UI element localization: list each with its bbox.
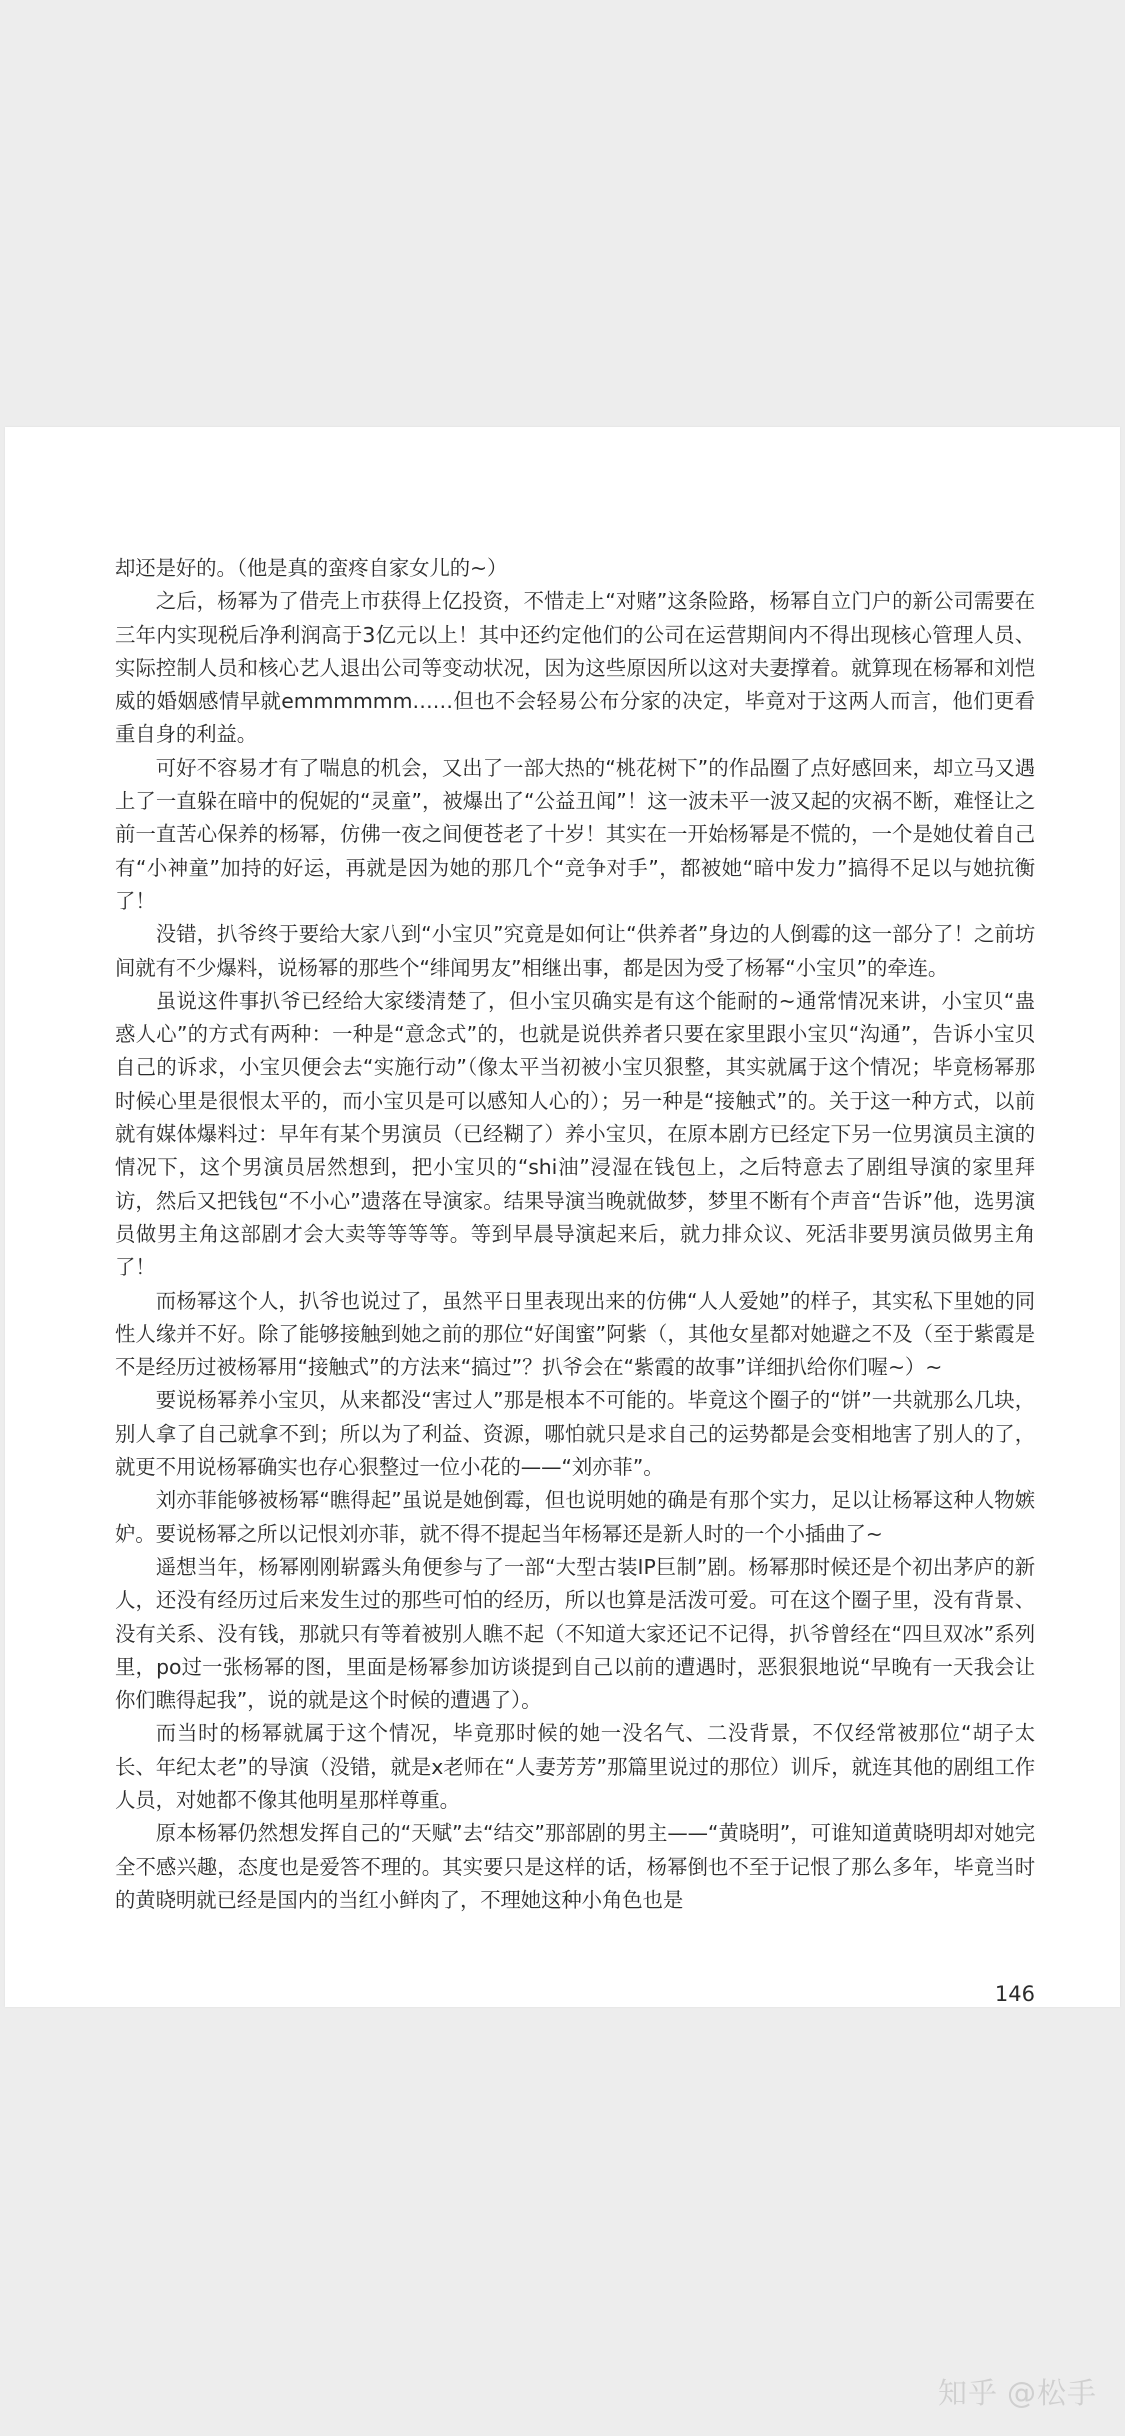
paragraph: 之后，杨幂为了借壳上市获得上亿投资，不惜走上“对赌”这条险路，杨幂自立门户的新公司需要在三年内实现税后净利润高于3亿元以上！其中还约定他们的公司在运营期间内不得出现核心管理人员、实际控制人员和核心艺人退出公司等变动状况，因为这些原因所以这对夫妻撑着。就算现在杨幂和刘恺威的婚姻感情早就emmmmmm……但也不会轻易公布分家的决定，毕竟对于这两人而言，他们更看重自身的利益。 — [115, 589, 1035, 747]
watermark — [938, 2376, 1097, 2410]
page-number: 146 — [994, 1982, 1035, 2006]
paragraph: 却还是好的。（他是真的蛮疼自家女儿的~） — [115, 556, 508, 580]
paragraph: 而当时的杨幂就属于这个情况，毕竟那时候的她一没名气、二没背景，不仅经常被那位“胡子太长、年纪太老”的导演（没错，就是x老师在“人妻芳芳”那篇里说过的那位）训斥，就连其他的剧组工作人员，对她都不像其他明星那样尊重。 — [115, 1721, 1035, 1812]
zhihu-logo-text: 知乎 — [937, 2376, 998, 2410]
paragraph: 遥想当年，杨幂刚刚崭露头角便参与了一部“大型古装IP巨制”剧。杨幂那时候还是个初出茅庐的新人，还没有经历过后来发生过的那些可怕的经历，所以也算是活泼可爱。可在这个圈子里，没有背景、没有关系、没有钱，那就只有等着被别人瞧不起（不知道大家还记不记得，扒爷曾经在“四旦双冰”系列里，po过一张杨幂的图，里面是杨幂参加访谈提到自己以前的遭遇时，恶狠狠地说“早晚有一天我会让你们瞧得起我”，说的就是这个时候的遭遇了）。 — [115, 1554, 1035, 1713]
paragraph: 没错，扒爷终于要给大家八到“小宝贝”究竟是如何让“供养者”身边的人倒霉的这一部分了！之前坊间就有不少爆料，说杨幂的那些个“绯闻男友”相继出事，都是因为受了杨幂“小宝贝”的牵连。 — [115, 922, 1035, 980]
paragraph: 刘亦菲能够被杨幂“瞧得起”虽说是她倒霉，但也说明她的确是有那个实力，足以让杨幂这种人物嫉妒。要说杨幂之所以记恨刘亦菲，就不得不提起当年杨幂还是新人时的一个小插曲了~ — [115, 1488, 1035, 1546]
watermark-handle: @松手 — [1006, 2376, 1097, 2410]
paragraph: 原本杨幂仍然想发挥自己的“天赋”去“结交”那部剧的男主——“黄晓明”，可谁知道黄晓明却对她完全不感兴趣，态度也是爱答不理的。其实要只是这样的话，杨幂倒也不至于记恨了那么多年，毕竟当时的黄晓明就已经是国内的当红小鲜肉了，不理她这种小角色也是 — [115, 1821, 1035, 1912]
paragraph: 要说杨幂养小宝贝，从来都没“害过人”那是根本不可能的。毕竟这个圈子的“饼”一共就那么几块，别人拿了自己就拿不到；所以为了利益、资源，哪怕就只是求自己的运势都是会变相地害了别人的了，就更不用说杨幂确实也存心狠整过一位小花的——“刘亦菲”。 — [115, 1388, 1035, 1480]
paragraph: 虽说这件事扒爷已经给大家缕清楚了，但小宝贝确实是有这个能耐的~通常情况来讲，小宝贝“蛊惑人心”的方式有两种：一种是“意念式”的，也就是说供养者只要在家里跟小宝贝“沟通”，告诉小宝贝自己的诉求，小宝贝便会去“实施行动”（像太平当初被小宝贝狠整，其实就属于这个情况；毕竟杨幂那时候心里是很恨太平的，而小宝贝是可以感知人心的）；另一种是“接触式”的。关于这一种方式，以前就有媒体爆料过：早年有某个男演员（已经糊了）养小宝贝，在原本剧方已经定下另一位男演员主演的情况下，这个男演员居然想到，把小宝贝的“shi油”浸湿在钱包上，之后特意去了剧组导演的家里拜访，然后又把钱包“不小心”遗落在导演家。结果导演当晚就做梦，梦里不断有个声音“告诉”他，选男演员做男主角这部剧才会大卖等等等等。等到早晨导演起来后，就力排众议、死活非要男演员做男主角了！ — [115, 988, 1035, 1280]
page-text-body — [115, 552, 1035, 2006]
document-page-sheet — [5, 427, 1120, 2007]
paragraph: 可好不容易才有了喘息的机会，又出了一部大热的“桃花树下”的作品圈了点好感回来，却立马又遇上了一直躲在暗中的倪妮的“灵童”，被爆出了“公益丑闻”！这一波未平一波又起的灾祸不断，难怪让之前一直苦心保养的杨幂，仿佛一夜之间便苍老了十岁！其实在一开始杨幂是不慌的，一个是她仗着自己有“小神童”加持的好运，再就是因为她的那几个“竞争对手”，都被她“暗中发力”搞得不足以与她抗衡了！ — [115, 755, 1035, 913]
paragraph: 而杨幂这个人，扒爷也说过了，虽然平日里表现出来的仿佛“人人爱她”的样子，其实私下里她的同性人缘并不好。除了能够接触到她之前的那位“好闺蜜”阿紫（，其他女星都对她避之不及（至于紫霞是不是经历过被杨幂用“接触式”的方法来“搞过”？扒爷会在“紫霞的故事”详细扒给你们喔~）~ — [115, 1288, 1035, 1380]
